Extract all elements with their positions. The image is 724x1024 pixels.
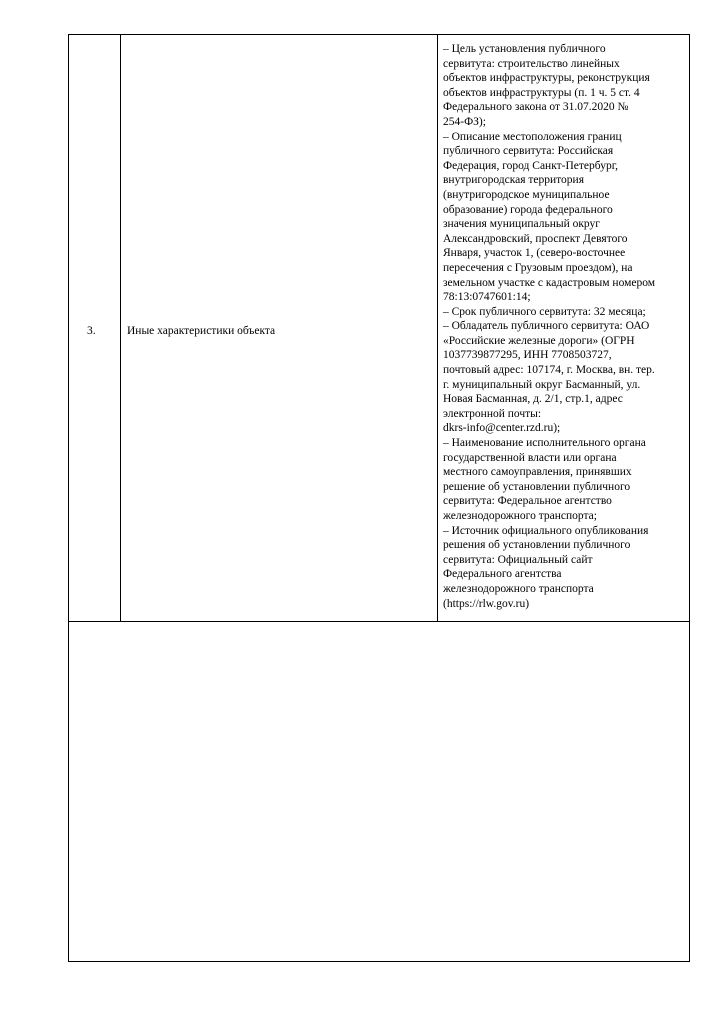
row-name: Иные характеристики объекта (127, 325, 276, 337)
value-line: объектов инфраструктуры, реконструкция (443, 72, 650, 85)
value-line: сервитута: Официальный сайт (443, 553, 593, 566)
value-line: почтовый адрес: 107174, г. Москва, вн. тер. (443, 364, 655, 377)
value-line: dkrs-info@center.rzd.ru); (443, 422, 561, 435)
value-line: железнодорожного транспорта (443, 582, 594, 595)
value-line: Января, участок 1, (северо-восточнее (443, 247, 626, 260)
value-line: – Наименование исполнительного органа (443, 437, 646, 450)
value-line: пересечения с Грузовым проездом), на (443, 261, 633, 274)
value-line: 78:13:0747601:14; (443, 291, 531, 304)
table-row (69, 35, 689, 622)
value-line: железнодорожного транспорта; (443, 510, 597, 522)
value-line: (https://rlw.gov.ru) (443, 597, 530, 610)
value-line: местного самоуправления, принявших (443, 466, 632, 479)
value-line: Новая Басманная, д. 2/1, стр.1, адрес (443, 393, 623, 406)
value-line: (внутригородское муниципальное (443, 188, 610, 201)
value-line: Федерального закона от 31.07.2020 № (443, 101, 629, 114)
value-line: – Описание местоположения границ (443, 130, 622, 143)
value-line: «Российские железные дороги» (ОГРН (443, 334, 635, 347)
value-line: решение об установлении публичного (443, 480, 631, 493)
value-line: решения об установлении публичного (443, 539, 631, 552)
value-line: образование) города федерального (443, 203, 613, 216)
value-line: земельном участке с кадастровым номером (443, 276, 656, 289)
value-line: – Срок публичного сервитута: 32 месяца; (443, 305, 646, 318)
value-line: публичного сервитута: Российская (443, 145, 614, 158)
value-line: – Источник официального опубликования (443, 524, 649, 537)
value-line: г. муниципальный округ Басманный, ул. (443, 378, 641, 391)
value-line: внутригородская территория (443, 174, 584, 187)
value-line: сервитута: строительство линейных (443, 57, 620, 70)
value-line: – Обладатель публичного сервитута: ОАО (443, 320, 650, 333)
document-table (68, 34, 690, 962)
row-value-cell (438, 35, 689, 621)
value-line: сервитута: Федеральное агентство (443, 495, 612, 508)
value-line: значения муниципальный округ (443, 218, 601, 231)
value-line: 1037739877295, ИНН 7708503727, (443, 349, 612, 362)
row-name-cell (121, 35, 438, 621)
row-value-text (443, 42, 687, 611)
value-line: Александровский, проспект Девятого (443, 232, 628, 245)
value-line: – Цель установления публичного (443, 43, 606, 55)
value-line: государственной власти или органа (443, 451, 617, 464)
value-line: Федерального агентства (443, 568, 562, 581)
row-number: 3. (87, 325, 96, 337)
value-line: электронной почты: (443, 407, 542, 420)
value-line: Федерация, город Санкт-Петербург, (443, 159, 618, 172)
value-line: объектов инфраструктуры (п. 1 ч. 5 ст. 4 (443, 86, 640, 99)
row-number-cell (69, 35, 121, 621)
value-line: 254-ФЗ); (443, 115, 486, 128)
